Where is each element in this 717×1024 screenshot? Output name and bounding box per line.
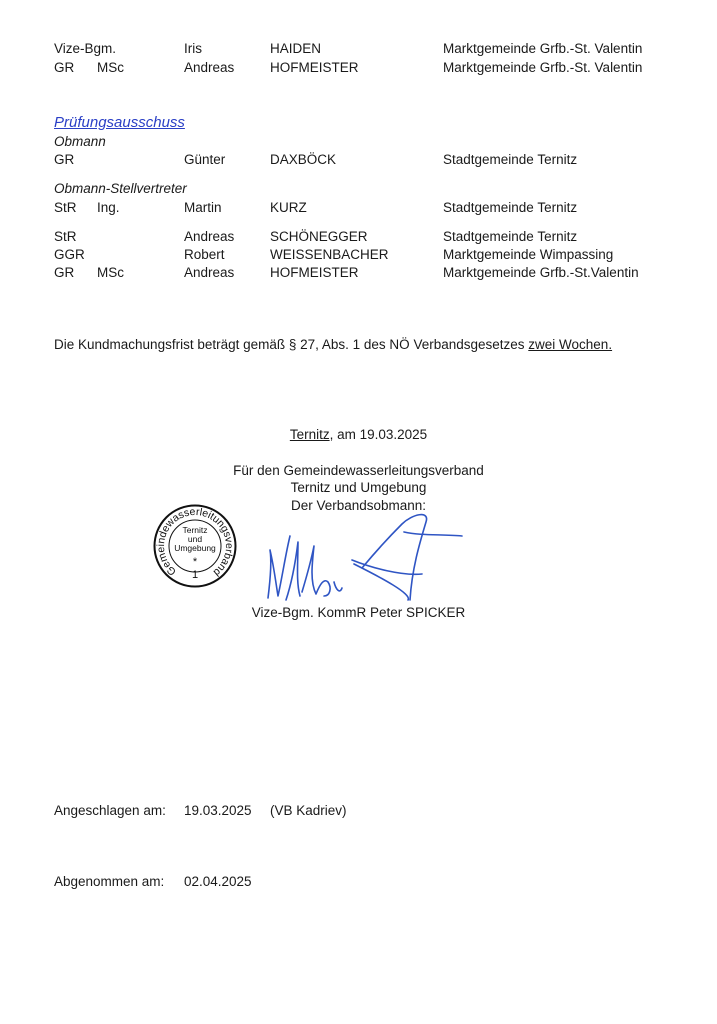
committee-member-row — [0, 247, 717, 265]
association-line-1: Für den Gemeindewasserleitungsverband — [233, 463, 484, 478]
member-municipality: Stadtgemeinde Ternitz — [443, 200, 578, 215]
association-line-3: Der Verbandsobmann: — [290, 498, 427, 513]
member-municipality: Marktgemeinde Grfb.-St. Valentin — [443, 41, 643, 56]
posted-by: (VB Kadriev) — [270, 803, 347, 818]
member-last-name: KURZ — [270, 200, 307, 215]
seal-number: 1 — [191, 569, 199, 581]
member-first-name: Robert — [184, 247, 225, 262]
removed-date: 02.04.2025 — [184, 874, 252, 889]
place: Ternitz — [289, 427, 330, 442]
member-title: Vize-Bgm. — [54, 41, 117, 56]
committee-heading: Prüfungsausschuss — [54, 114, 185, 131]
member-first-name: Günter — [184, 152, 226, 167]
member-title: StR — [54, 200, 77, 215]
member-title: GGR — [54, 247, 85, 262]
posted-label: Angeschlagen am: — [54, 803, 166, 818]
member-first-name: Iris — [184, 41, 202, 56]
notice-deadline: zwei Wochen. — [528, 337, 613, 352]
handwritten-signature-icon — [262, 512, 472, 604]
deputy-label: Obmann-Stellvertreter — [54, 181, 187, 196]
member-row — [0, 60, 717, 78]
member-last-name: HOFMEISTER — [270, 60, 359, 75]
seal-center-line: Ternitz — [182, 525, 208, 535]
member-last-name: WEISSENBACHER — [270, 247, 389, 262]
member-first-name: Andreas — [184, 60, 235, 75]
place-date-line — [0, 427, 717, 443]
chair-label: Obmann — [54, 134, 106, 149]
seal-center-line: und — [187, 534, 203, 544]
official-seal-icon — [153, 504, 237, 588]
committee-member-row — [0, 265, 717, 283]
seal-ring-text: Gemeindewasserleitungsverband — [154, 505, 236, 579]
member-municipality: Stadtgemeinde Ternitz — [443, 229, 578, 244]
chair-row — [0, 152, 717, 170]
member-last-name: SCHÖNEGGER — [270, 229, 368, 244]
member-municipality: Marktgemeinde Grfb.-St. Valentin — [443, 60, 643, 75]
member-degree: Ing. — [97, 200, 120, 215]
member-last-name: HOFMEISTER — [270, 265, 359, 280]
member-title: GR — [54, 265, 75, 280]
member-degree: MSc — [97, 265, 124, 280]
member-title: GR — [54, 152, 75, 167]
committee-member-row — [0, 229, 717, 247]
association-line-2: Ternitz und Umgebung — [290, 480, 427, 495]
member-title: StR — [54, 229, 77, 244]
member-municipality: Stadtgemeinde Ternitz — [443, 152, 578, 167]
notice-paragraph — [54, 337, 612, 353]
posted-date: 19.03.2025 — [184, 803, 252, 818]
member-degree: MSc — [97, 60, 124, 75]
seal-center-line: Umgebung — [174, 543, 216, 553]
member-last-name: DAXBÖCK — [270, 152, 337, 167]
member-last-name: HAIDEN — [270, 41, 322, 56]
member-first-name: Andreas — [184, 265, 235, 280]
member-first-name: Andreas — [184, 229, 235, 244]
date-text: , am 19.03.2025 — [329, 427, 428, 442]
member-municipality: Marktgemeinde Grfb.-St.Valentin — [443, 265, 639, 280]
seal-star: * — [192, 556, 198, 568]
member-municipality: Marktgemeinde Wimpassing — [443, 247, 614, 262]
signer-name: Vize-Bgm. KommR Peter SPICKER — [251, 605, 466, 620]
deputy-row — [0, 200, 717, 218]
member-title: GR — [54, 60, 75, 75]
removed-label: Abgenommen am: — [54, 874, 165, 889]
member-first-name: Martin — [184, 200, 222, 215]
notice-text: Die Kundmachungsfrist beträgt gemäß § 27, Abs. 1 des NÖ Verbandsgesetzes — [54, 337, 529, 352]
member-row — [0, 41, 717, 59]
